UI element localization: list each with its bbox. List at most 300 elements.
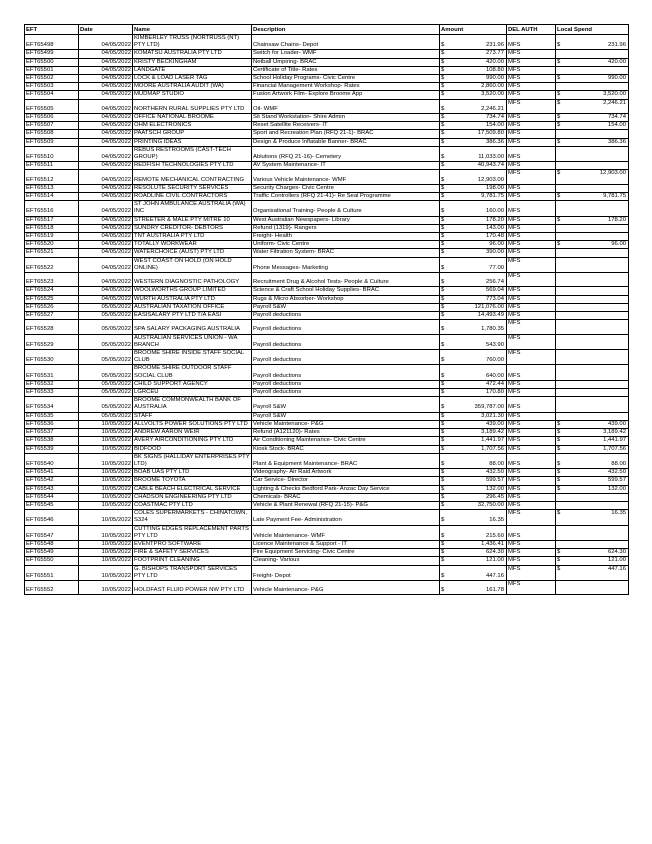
table-row — [25, 469, 629, 477]
date-cell: 10/05/2022 — [79, 469, 133, 477]
currency-symbol: $ — [441, 372, 445, 379]
eft-cell: EFT65552 — [25, 580, 79, 594]
currency-symbol: $ — [441, 264, 445, 271]
table-row — [25, 493, 629, 501]
currency-symbol: $ — [441, 557, 445, 564]
eft-cell: EFT65505 — [25, 99, 79, 113]
description-cell: Fusion Artwork Film- Explore Broome App — [252, 91, 440, 99]
name-cell: ST JOHN AMBULANCE AUSTRALIA (WA) INC — [133, 201, 252, 216]
local-spend-cell-value: 990.00 — [607, 75, 626, 82]
date-cell: 05/05/2022 — [79, 397, 133, 412]
eft-cell: EFT65546 — [25, 510, 79, 525]
local-spend-cell — [556, 510, 629, 525]
del-auth-cell: MFS — [507, 216, 556, 224]
table-row — [25, 485, 629, 493]
name-cell: CHADSON ENGINEERING PTY LTD — [133, 493, 252, 501]
eft-cell: EFT65499 — [25, 50, 79, 58]
description-cell: Payroll deductions — [252, 380, 440, 388]
eft-cell: EFT65526 — [25, 303, 79, 311]
description-cell: Payroll deductions — [252, 334, 440, 349]
header-description: Description — [252, 25, 440, 35]
header-name: Name — [133, 25, 252, 35]
eft-cell: EFT65529 — [25, 334, 79, 349]
del-auth-cell: MFS — [507, 493, 556, 501]
table-row — [25, 91, 629, 99]
amount-cell-value: 760.00 — [485, 357, 504, 364]
local-spend-cell-value: 231.96 — [607, 42, 626, 49]
name-cell: BROOME TOYOTA — [133, 477, 252, 485]
name-cell: BIDFOOD — [133, 445, 252, 453]
name-cell: REMOTE MECHANICAL CONTRACTING — [133, 170, 252, 184]
amount-cell-value: 161.78 — [485, 587, 504, 594]
amount-cell — [440, 184, 507, 192]
description-cell: Lighting & Checks Bedford Park- Anzac Day Service — [252, 485, 440, 493]
eft-cell: EFT65533 — [25, 389, 79, 397]
local-spend-cell — [556, 287, 629, 295]
local-spend-cell — [556, 365, 629, 380]
amount-cell-value: 599.57 — [485, 477, 504, 484]
eft-cell: EFT65549 — [25, 549, 79, 557]
del-auth-cell: MFS — [507, 170, 556, 184]
eft-cell: EFT65535 — [25, 412, 79, 420]
amount-cell-value: 17,509.80 — [477, 130, 504, 137]
date-cell: 05/05/2022 — [79, 412, 133, 420]
name-cell: PRINTING IDEAS — [133, 138, 252, 146]
amount-cell — [440, 334, 507, 349]
del-auth-cell: MFS — [507, 99, 556, 113]
amount-cell-value: 386.36 — [485, 138, 504, 145]
date-cell: 10/05/2022 — [79, 501, 133, 509]
date-cell: 04/05/2022 — [79, 184, 133, 192]
description-cell: Refund (A121120)- Rates — [252, 429, 440, 437]
del-auth-cell: MFS — [507, 233, 556, 241]
del-auth-cell: MFS — [507, 257, 556, 272]
amount-cell-value: 640.00 — [485, 372, 504, 379]
local-spend-cell — [556, 312, 629, 320]
eft-cell: EFT65532 — [25, 380, 79, 388]
amount-cell-value: 390.00 — [485, 249, 504, 256]
del-auth-cell: MFS — [507, 549, 556, 557]
currency-symbol: $ — [441, 303, 445, 310]
amount-cell — [440, 122, 507, 130]
local-spend-cell — [556, 130, 629, 138]
local-spend-cell — [556, 334, 629, 349]
name-cell: KOMATSU AUSTRALIA PTY LTD — [133, 50, 252, 58]
del-auth-cell: MFS — [507, 312, 556, 320]
local-spend-cell — [556, 162, 629, 170]
del-auth-cell: MFS — [507, 525, 556, 540]
local-spend-cell — [556, 50, 629, 58]
table-row — [25, 380, 629, 388]
amount-cell — [440, 193, 507, 201]
local-spend-cell-value: 9,781.75 — [603, 193, 626, 200]
description-cell: Security Charges- Civic Centre — [252, 184, 440, 192]
currency-symbol: $ — [557, 565, 561, 572]
currency-symbol: $ — [441, 66, 445, 73]
table-row — [25, 201, 629, 216]
currency-symbol: $ — [441, 50, 445, 57]
name-cell: WESTERN DIAGNOSTIC PATHOLOGY — [133, 273, 252, 287]
currency-symbol: $ — [441, 532, 445, 539]
amount-cell-value: 734.74 — [485, 114, 504, 121]
currency-symbol: $ — [557, 138, 561, 145]
local-spend-cell-value: 88.00 — [611, 460, 626, 467]
amount-cell-value: 1,707.56 — [481, 445, 504, 452]
currency-symbol: $ — [441, 122, 445, 129]
name-cell: SUNDRY CREDITOR- DEBTORS — [133, 224, 252, 232]
del-auth-cell: MFS — [507, 122, 556, 130]
eft-cell: EFT65531 — [25, 365, 79, 380]
currency-symbol: $ — [441, 587, 445, 594]
name-cell: TNT AUSTRALIA PTY LTD — [133, 233, 252, 241]
del-auth-cell: MFS — [507, 501, 556, 509]
currency-symbol: $ — [557, 420, 561, 427]
date-cell: 05/05/2022 — [79, 389, 133, 397]
name-cell: G. BISHOPS TRANSPORT SERVICES PTY LTD — [133, 565, 252, 580]
name-cell: ANDREW AARON WEIR — [133, 429, 252, 437]
amount-cell — [440, 162, 507, 170]
local-spend-cell — [556, 303, 629, 311]
currency-symbol: $ — [441, 176, 445, 183]
amount-cell — [440, 540, 507, 548]
table-row — [25, 170, 629, 184]
table-row — [25, 453, 629, 468]
name-cell: PAATSCH GROUP — [133, 130, 252, 138]
del-auth-cell: MFS — [507, 477, 556, 485]
description-cell: Freight- Depot — [252, 565, 440, 580]
date-cell: 04/05/2022 — [79, 273, 133, 287]
description-cell: Ablutions (RFQ 21-16)- Cemetery — [252, 146, 440, 161]
currency-symbol: $ — [441, 295, 445, 302]
amount-cell-value: 569.04 — [485, 287, 504, 294]
del-auth-cell: MFS — [507, 162, 556, 170]
table-body — [25, 35, 629, 595]
del-auth-cell: MFS — [507, 350, 556, 365]
amount-cell-value: 12,903.00 — [477, 176, 504, 183]
amount-cell-value: 543.90 — [485, 341, 504, 348]
currency-symbol: $ — [441, 477, 445, 484]
eft-cell: EFT65547 — [25, 525, 79, 540]
currency-symbol: $ — [557, 114, 561, 121]
eft-cell: EFT65500 — [25, 58, 79, 66]
currency-symbol: $ — [557, 75, 561, 82]
header-row — [25, 25, 629, 35]
amount-cell-value: 990.00 — [485, 75, 504, 82]
local-spend-cell — [556, 493, 629, 501]
eft-cell: EFT65530 — [25, 350, 79, 365]
amount-cell — [440, 525, 507, 540]
description-cell: School Holiday Programs- Civic Centre — [252, 75, 440, 83]
currency-symbol: $ — [441, 208, 445, 215]
payments-table — [24, 24, 629, 595]
currency-symbol: $ — [441, 216, 445, 223]
currency-symbol: $ — [441, 287, 445, 294]
name-cell: SPA SALARY PACKAGING AUSTRALIA — [133, 320, 252, 334]
description-cell: Fire Equipment Servicing- Civic Centre — [252, 549, 440, 557]
currency-symbol: $ — [441, 233, 445, 240]
date-cell: 10/05/2022 — [79, 525, 133, 540]
del-auth-cell: MFS — [507, 241, 556, 249]
del-auth-cell: MFS — [507, 445, 556, 453]
local-spend-cell — [556, 216, 629, 224]
amount-cell — [440, 380, 507, 388]
table-row — [25, 420, 629, 428]
description-cell: Plant & Equipment Maintenance- BRAC — [252, 453, 440, 468]
table-row — [25, 312, 629, 320]
date-cell: 04/05/2022 — [79, 35, 133, 50]
description-cell: Reset Satellite Receivers- IT — [252, 122, 440, 130]
del-auth-cell: MFS — [507, 437, 556, 445]
currency-symbol: $ — [441, 75, 445, 82]
name-cell: REBUS RESTROOMS (CAST-TECH GROUP) — [133, 146, 252, 161]
local-spend-cell-value: 432.50 — [607, 469, 626, 476]
local-spend-cell — [556, 273, 629, 287]
name-cell: STAFF — [133, 412, 252, 420]
description-cell: Recruitment Drug & Alcohol Tests- People & Culture — [252, 273, 440, 287]
local-spend-cell — [556, 193, 629, 201]
currency-symbol: $ — [557, 429, 561, 436]
del-auth-cell: MFS — [507, 510, 556, 525]
del-auth-cell: MFS — [507, 273, 556, 287]
local-spend-cell-value: 3,189.42 — [603, 429, 626, 436]
local-spend-cell — [556, 249, 629, 257]
date-cell: 10/05/2022 — [79, 445, 133, 453]
name-cell: AVERY AIRCONDITIONING PTY LTD — [133, 437, 252, 445]
date-cell: 04/05/2022 — [79, 162, 133, 170]
date-cell: 10/05/2022 — [79, 580, 133, 594]
description-cell: Netball Umpiring- BRAC — [252, 58, 440, 66]
name-cell: AUSTRALIAN TAXATION OFFICE — [133, 303, 252, 311]
local-spend-cell-value: 132.00 — [607, 485, 626, 492]
currency-symbol: $ — [557, 241, 561, 248]
eft-cell: EFT65537 — [25, 429, 79, 437]
local-spend-cell-value: 2,246.21 — [603, 99, 626, 106]
currency-symbol: $ — [441, 312, 445, 319]
name-cell: KIMBERLEY TRUSS (NORTRUSS (NT) PTY LTD) — [133, 35, 252, 50]
date-cell: 04/05/2022 — [79, 249, 133, 257]
name-cell: EASISALARY PTY LTD T/A EASI — [133, 312, 252, 320]
description-cell: AV System Maintenance- IT — [252, 162, 440, 170]
currency-symbol: $ — [441, 380, 445, 387]
eft-cell: EFT65527 — [25, 312, 79, 320]
description-cell: Chemicals- BRAC — [252, 493, 440, 501]
local-spend-cell — [556, 170, 629, 184]
date-cell: 04/05/2022 — [79, 130, 133, 138]
eft-cell: EFT65551 — [25, 565, 79, 580]
del-auth-cell: MFS — [507, 412, 556, 420]
local-spend-cell — [556, 83, 629, 91]
del-auth-cell: MFS — [507, 35, 556, 50]
amount-cell-value: 1,780.35 — [481, 326, 504, 333]
eft-cell: EFT65536 — [25, 420, 79, 428]
amount-cell — [440, 130, 507, 138]
local-spend-cell-value: 1,707.56 — [603, 445, 626, 452]
description-cell: Payroll S&W — [252, 397, 440, 412]
amount-cell — [440, 170, 507, 184]
local-spend-cell — [556, 477, 629, 485]
header-date: Date — [79, 25, 133, 35]
eft-cell: EFT65544 — [25, 493, 79, 501]
local-spend-cell-value: 439.00 — [607, 420, 626, 427]
amount-cell-value: 3,189.42 — [481, 429, 504, 436]
amount-cell-value: 32,750.00 — [477, 501, 504, 508]
amount-cell-value: 773.04 — [485, 295, 504, 302]
description-cell: Sport and Recreation Plan (RFQ 21-1)- BRAC — [252, 130, 440, 138]
table-row — [25, 233, 629, 241]
amount-cell — [440, 397, 507, 412]
local-spend-cell — [556, 350, 629, 365]
name-cell: LGRCEU — [133, 389, 252, 397]
eft-cell: EFT65503 — [25, 83, 79, 91]
eft-cell: EFT65510 — [25, 146, 79, 161]
description-cell: Refund (1319)- Rangers — [252, 224, 440, 232]
table-row — [25, 114, 629, 122]
name-cell: WOOLWORTHS GROUP LIMITED — [133, 287, 252, 295]
table-row — [25, 287, 629, 295]
eft-cell: EFT65513 — [25, 184, 79, 192]
description-cell: Vehicle Maintenance- P&G — [252, 420, 440, 428]
local-spend-cell — [556, 184, 629, 192]
currency-symbol: $ — [557, 122, 561, 129]
currency-symbol: $ — [557, 477, 561, 484]
amount-cell-value: 9,781.75 — [481, 193, 504, 200]
eft-cell: EFT65524 — [25, 287, 79, 295]
amount-cell-value: 77.00 — [489, 264, 504, 271]
local-spend-cell — [556, 557, 629, 565]
eft-cell: EFT65548 — [25, 540, 79, 548]
name-cell: CUTTING EDGES REPLACEMENT PARTS PTY LTD — [133, 525, 252, 540]
table-row — [25, 320, 629, 334]
date-cell: 04/05/2022 — [79, 114, 133, 122]
description-cell: Licence Maintenance & Support - IT — [252, 540, 440, 548]
amount-cell — [440, 257, 507, 272]
date-cell: 04/05/2022 — [79, 91, 133, 99]
local-spend-cell — [556, 380, 629, 388]
amount-cell — [440, 273, 507, 287]
date-cell: 04/05/2022 — [79, 75, 133, 83]
table-row — [25, 549, 629, 557]
date-cell: 05/05/2022 — [79, 350, 133, 365]
table-row — [25, 412, 629, 420]
local-spend-cell — [556, 99, 629, 113]
table-row — [25, 510, 629, 525]
table-row — [25, 303, 629, 311]
del-auth-cell: MFS — [507, 420, 556, 428]
name-cell: BROOME COMMONWEALTH BANK OF AUSTRALIA — [133, 397, 252, 412]
currency-symbol: $ — [441, 326, 445, 333]
amount-cell-value: 96.00 — [489, 241, 504, 248]
local-spend-cell-value: 624.30 — [607, 549, 626, 556]
date-cell: 10/05/2022 — [79, 493, 133, 501]
name-cell: BROOME SHIRE OUTDOOR STAFF SOCIAL CLUB — [133, 365, 252, 380]
amount-cell — [440, 412, 507, 420]
table-row — [25, 397, 629, 412]
eft-cell: EFT65517 — [25, 216, 79, 224]
date-cell: 04/05/2022 — [79, 241, 133, 249]
eft-cell: EFT65502 — [25, 75, 79, 83]
table-row — [25, 445, 629, 453]
description-cell: Payroll S&W — [252, 412, 440, 420]
name-cell: LOCK & LOAD LASER TAG — [133, 75, 252, 83]
currency-symbol: $ — [557, 216, 561, 223]
table-row — [25, 138, 629, 146]
currency-symbol: $ — [557, 445, 561, 452]
table-row — [25, 75, 629, 83]
description-cell: Kiosk Stock- BRAC — [252, 445, 440, 453]
description-cell: Traffic Controllers (RFQ 21-41)- Re Seal Programme — [252, 193, 440, 201]
name-cell: EVENTPRO SOFTWARE — [133, 540, 252, 548]
description-cell: Payroll deductions — [252, 320, 440, 334]
table-row — [25, 216, 629, 224]
table-row — [25, 429, 629, 437]
name-cell: BOAB UAS PTY LTD — [133, 469, 252, 477]
local-spend-cell — [556, 146, 629, 161]
date-cell: 04/05/2022 — [79, 257, 133, 272]
date-cell: 10/05/2022 — [79, 510, 133, 525]
local-spend-cell — [556, 549, 629, 557]
local-spend-cell — [556, 445, 629, 453]
eft-cell: EFT65540 — [25, 453, 79, 468]
table-row — [25, 122, 629, 130]
del-auth-cell: MFS — [507, 224, 556, 232]
table-row — [25, 83, 629, 91]
name-cell: BROOME SHIRE INSIDE STAFF SOCIAL CLUB — [133, 350, 252, 365]
local-spend-cell — [556, 114, 629, 122]
currency-symbol: $ — [441, 184, 445, 191]
currency-symbol: $ — [441, 193, 445, 200]
del-auth-cell: MFS — [507, 114, 556, 122]
currency-symbol: $ — [441, 224, 445, 231]
currency-symbol: $ — [441, 154, 445, 161]
currency-symbol: $ — [441, 42, 445, 49]
name-cell: REDFISH TECHNOLOGIES PTY LTD — [133, 162, 252, 170]
currency-symbol: $ — [441, 572, 445, 579]
amount-cell-value: 432.50 — [485, 469, 504, 476]
description-cell: Late Payment Fee- Administration — [252, 510, 440, 525]
table-row — [25, 184, 629, 192]
amount-cell — [440, 241, 507, 249]
local-spend-cell-value: 1,441.97 — [603, 437, 626, 444]
amount-cell — [440, 58, 507, 66]
description-cell: Design & Produce Inflatable Banner- BRAC — [252, 138, 440, 146]
description-cell: Payroll deductions — [252, 389, 440, 397]
eft-cell: EFT65504 — [25, 91, 79, 99]
date-cell: 05/05/2022 — [79, 365, 133, 380]
currency-symbol: $ — [441, 420, 445, 427]
header-eft: EFT — [25, 25, 79, 35]
table-row — [25, 224, 629, 232]
amount-cell — [440, 445, 507, 453]
table-row — [25, 295, 629, 303]
name-cell: ROADLINE CIVIL CONTRACTORS — [133, 193, 252, 201]
amount-cell — [440, 437, 507, 445]
date-cell: 05/05/2022 — [79, 312, 133, 320]
currency-symbol: $ — [441, 404, 445, 411]
table-row — [25, 525, 629, 540]
currency-symbol: $ — [441, 357, 445, 364]
eft-cell: EFT65520 — [25, 241, 79, 249]
del-auth-cell: MFS — [507, 397, 556, 412]
local-spend-cell — [556, 35, 629, 50]
date-cell: 05/05/2022 — [79, 380, 133, 388]
eft-cell: EFT65523 — [25, 273, 79, 287]
table-row — [25, 477, 629, 485]
date-cell: 04/05/2022 — [79, 99, 133, 113]
amount-cell — [440, 201, 507, 216]
del-auth-cell: MFS — [507, 66, 556, 74]
local-spend-cell — [556, 224, 629, 232]
table-row — [25, 193, 629, 201]
